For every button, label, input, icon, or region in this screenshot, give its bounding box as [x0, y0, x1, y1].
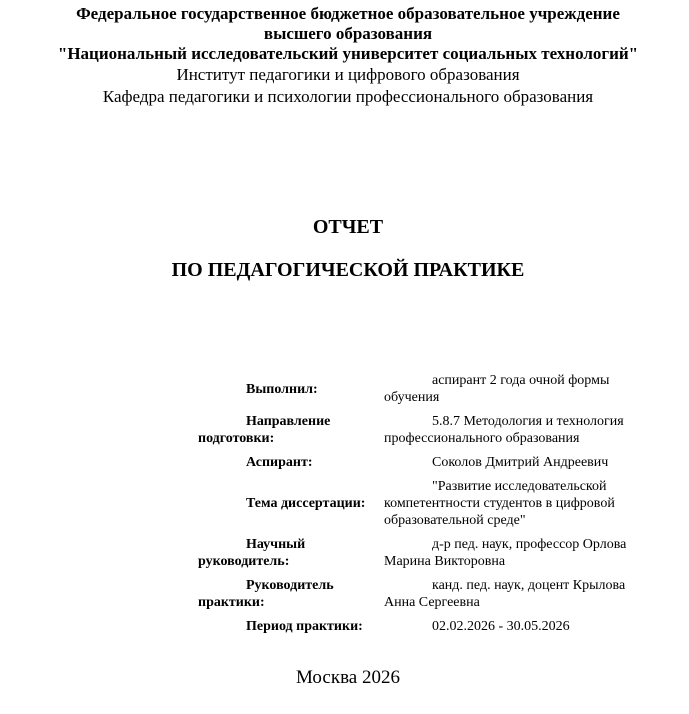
- detail-row-postgraduate: [198, 454, 658, 471]
- detail-row-practice-head: [198, 577, 658, 611]
- report-title: ОТЧЕТ: [312, 216, 384, 238]
- detail-label: Направление подготовки:: [198, 414, 331, 446]
- document-header: [0, 4, 689, 108]
- detail-label: Тема диссертации:: [246, 496, 366, 511]
- detail-value: 02.02.2026 - 30.05.2026: [432, 619, 570, 634]
- education-level-line: высшего образования: [263, 24, 433, 43]
- department-name: Кафедра педагогики и психологии профессионального образования: [102, 87, 594, 106]
- detail-value: "Развитие исследовательской компетентности студентов в цифровой образовательной среде": [384, 479, 615, 528]
- city-year: Москва 2026: [296, 667, 400, 688]
- detail-row-supervisor: [198, 536, 658, 570]
- detail-value: Соколов Дмитрий Андреевич: [432, 455, 609, 470]
- detail-label: Аспирант:: [246, 455, 313, 470]
- detail-label: Руководитель практики:: [198, 578, 334, 610]
- report-details: [198, 372, 658, 642]
- institute-name: Институт педагогики и цифрового образования: [176, 65, 520, 84]
- detail-value: канд. пед. наук, доцент Крылова Анна Сергеевна: [384, 578, 626, 610]
- ministry-line: Федеральное государственное бюджетное образовательное учреждение: [76, 4, 620, 23]
- detail-row-direction: [198, 413, 658, 447]
- detail-label: Период практики:: [246, 619, 363, 634]
- detail-value: аспирант 2 года очной формы обучения: [384, 373, 610, 405]
- detail-label: Научный руководитель:: [198, 537, 306, 569]
- detail-row-period: [198, 618, 658, 635]
- report-subtitle: ПО ПЕДАГОГИЧЕСКОЙ ПРАКТИКЕ: [171, 259, 525, 281]
- detail-value: д-р пед. наук, профессор Орлова Марина Викторовна: [384, 537, 627, 569]
- detail-label: Выполнил:: [246, 381, 318, 397]
- detail-row-performer: [198, 372, 658, 406]
- detail-value: 5.8.7 Методология и технология профессионального образования: [384, 414, 624, 446]
- university-name: "Национальный исследовательский университет социальных технологий": [57, 44, 639, 63]
- detail-row-thesis-topic: [198, 478, 658, 529]
